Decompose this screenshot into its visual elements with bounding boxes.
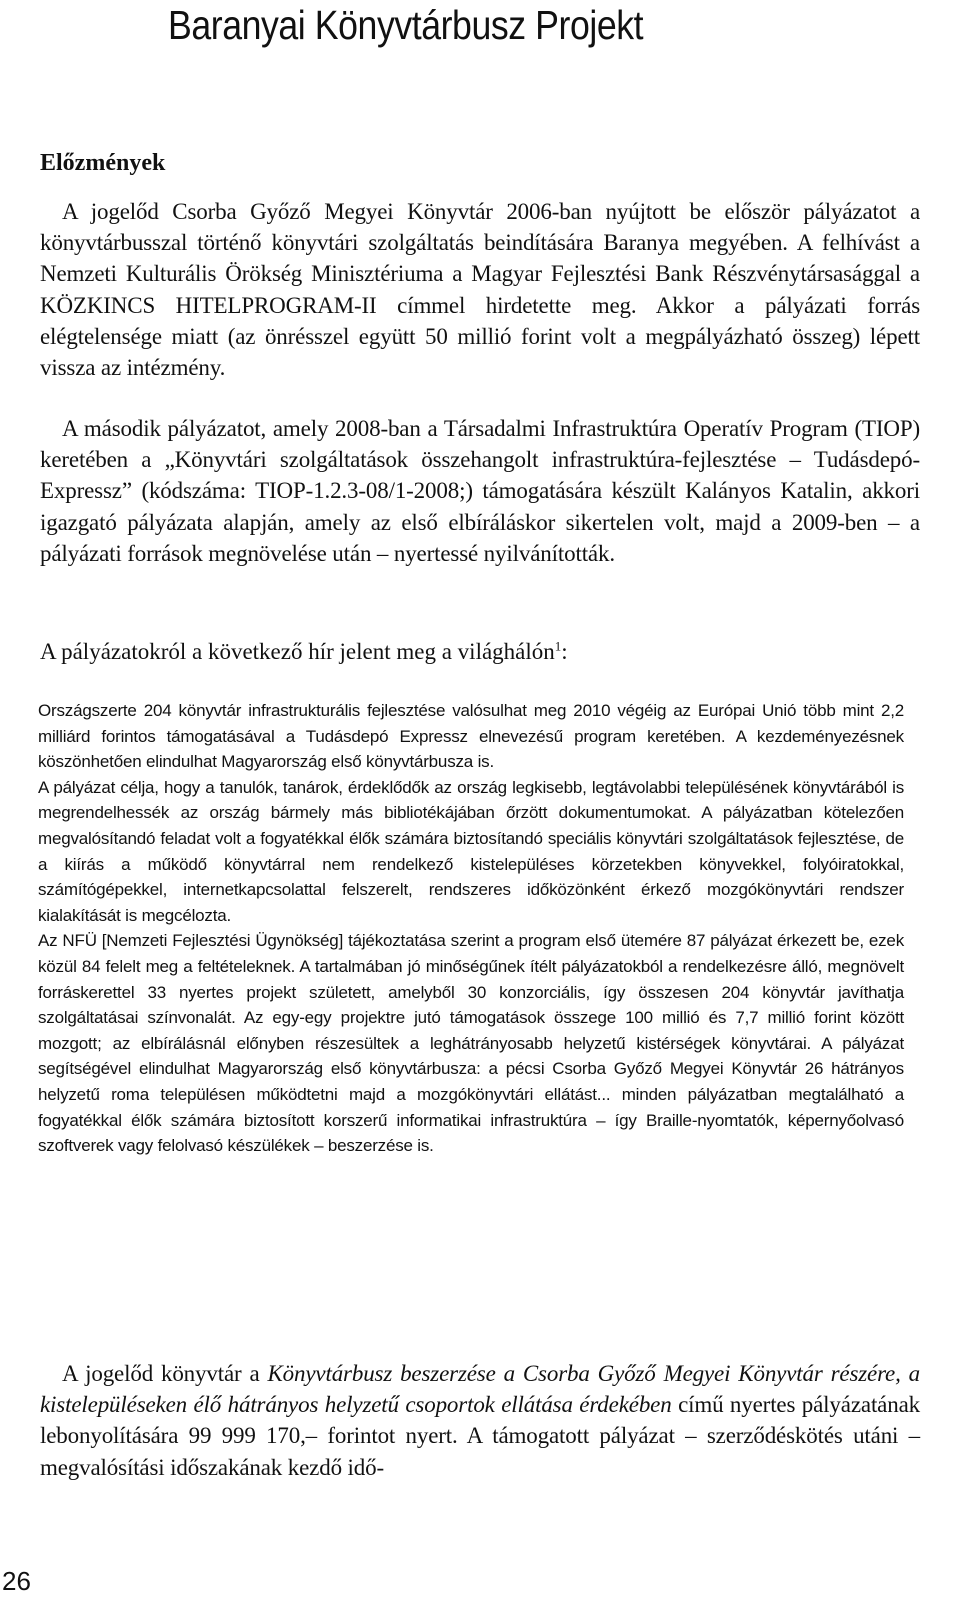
- web-news-intro-colon: :: [561, 639, 568, 664]
- quote-paragraph: Országszerte 204 könyvtár infrastrukturális fejlesztése valósulhat meg 2010 végéig az Európai Unió több mint 2,2 milliárd forintos támogatásával a Tudásdepó Expressz elnevezésű program keretében. A kezdeményezésnek köszönhetően elindulhat Magyarország első könyvtárbusza is.: [38, 701, 904, 772]
- quote-paragraph: Az NFÜ [Nemzeti Fejlesztési Ügynökség] tájékoztatása szerint a program első ütemére 87 pályázat érkezett be, ezek közül 84 felelt meg a feltételeknek. A tartalmában jó minőségűnek ítélt pályázatokból a rendelkezésre álló, megnövelt forráskerettel 33 nyertes projekt született, amelyből 30 konzorciális, így összesen 204 könyvtár javíthatja szolgáltatásai színvonalát. Az egy-egy projektre jutó támogatások összege 100 millió és 7,7 millió forint között mozgott; az elbírálásnál előnyben részesültek a leghátrányosabb helyzetű kistérségek könyvtárai. A pályázat segítségével elindulhat Magyarország első könyvtárbusza: a pécsi Csorba Győző Megyei Könyvtár 26 hátrányos helyzetű roma településen működtetni majd a mozgókönyvtári ellátást... minden pályázatban megtalálható a fogyatékkal élők számára biztosított korszerű informatikai infrastruktúra – így Braille-nyomtatók, képernyőolvasó szoftverek vagy felolvasó készülékek – beszerzése is.: [38, 931, 904, 1156]
- news-quote-block: [38, 698, 904, 1159]
- footnote-marker: 1: [554, 638, 562, 654]
- grant-result-text: A jogelőd könyvtár a: [62, 1361, 268, 1386]
- grant-result-text-end: című nyertes pályázatának lebonyolítására 99 999 170,– forintot nyert. A támogatott pályázat – szerződéskötés utáni – megvalósítási időszakának kezdő idő-: [40, 1392, 920, 1480]
- paragraph-prior-application: A jogelőd Csorba Győző Megyei Könyvtár 2006-ban nyújtott be először pályázatot a könyvtárbusszal történő könyvtári szolgáltatás beindítására Baranya megyében. A felhívást a Nemzeti Kulturális Örökség Minisztériuma a Magyar Fejlesztési Bank Részvénytársasággal a KÖZKINCS HITELPROGRAM-II címmel hirdetette meg. Akkor a pályázati forrás elégtelensége miatt (az önrésszel együtt 50 millió forint volt a megpályázható összeg) lépett vissza az intézmény.: [40, 199, 920, 381]
- paragraph-grant-result: [40, 1358, 920, 1483]
- paragraph-web-news-intro: [40, 636, 568, 667]
- page-number: 26: [2, 1566, 31, 1596]
- quote-paragraph: A pályázat célja, hogy a tanulók, tanárok, érdeklődők az ország legkisebb, legtávolabbi településének könyvtárából is megrendelhessék az ország bármely más bibliotékájában őrzött dokumentumokat. A pályázatban kötelezően megvalósítandó feladat volt a fogyatékkal élők számára biztosítandó speciális könyvtári szolgáltatások fejlesztése, de a kiírás a működő könyvtárral nem rendelkező kistelepüléses körzetekben könyvekkel, folyóiratokkal, számítógépekkel, internetkapcsolattal felszerelt, rendszeres időközönként érkező mozgókönyvtári rendszer kialakítását is megcélozta.: [38, 777, 904, 925]
- web-news-intro-text: A pályázatokról a következő hír jelent meg a világhálón: [40, 639, 555, 664]
- section-heading: Előzmények: [40, 150, 166, 176]
- page-title: Baranyai Könyvtárbusz Projekt: [168, 2, 644, 48]
- paragraph-second-application: A második pályázatot, amely 2008-ban a Társadalmi Infrastruktúra Operatív Program (TIOP) keretében a „Könyvtári szolgáltatások összehangolt infrastruktúra-fejlesztése – Tudásdepó-Expressz” (kódszáma: TIOP-1.2.3-08/1-2008;) támogatására készült Kalányos Katalin, akkori igazgató pályázata alapján, amely az első elbíráláskor sikertelen volt, majd a 2009-ben – a pályázati források megnövelése után – nyertessé nyilvánították.: [40, 416, 920, 566]
- grant-title-italic: Könyvtárbusz beszerzése a Csorba Győző Megyei Könyvtár részére, a kistelepüléseken élő hátrányos helyzetű csoportok ellátása érdekében: [40, 1361, 920, 1418]
